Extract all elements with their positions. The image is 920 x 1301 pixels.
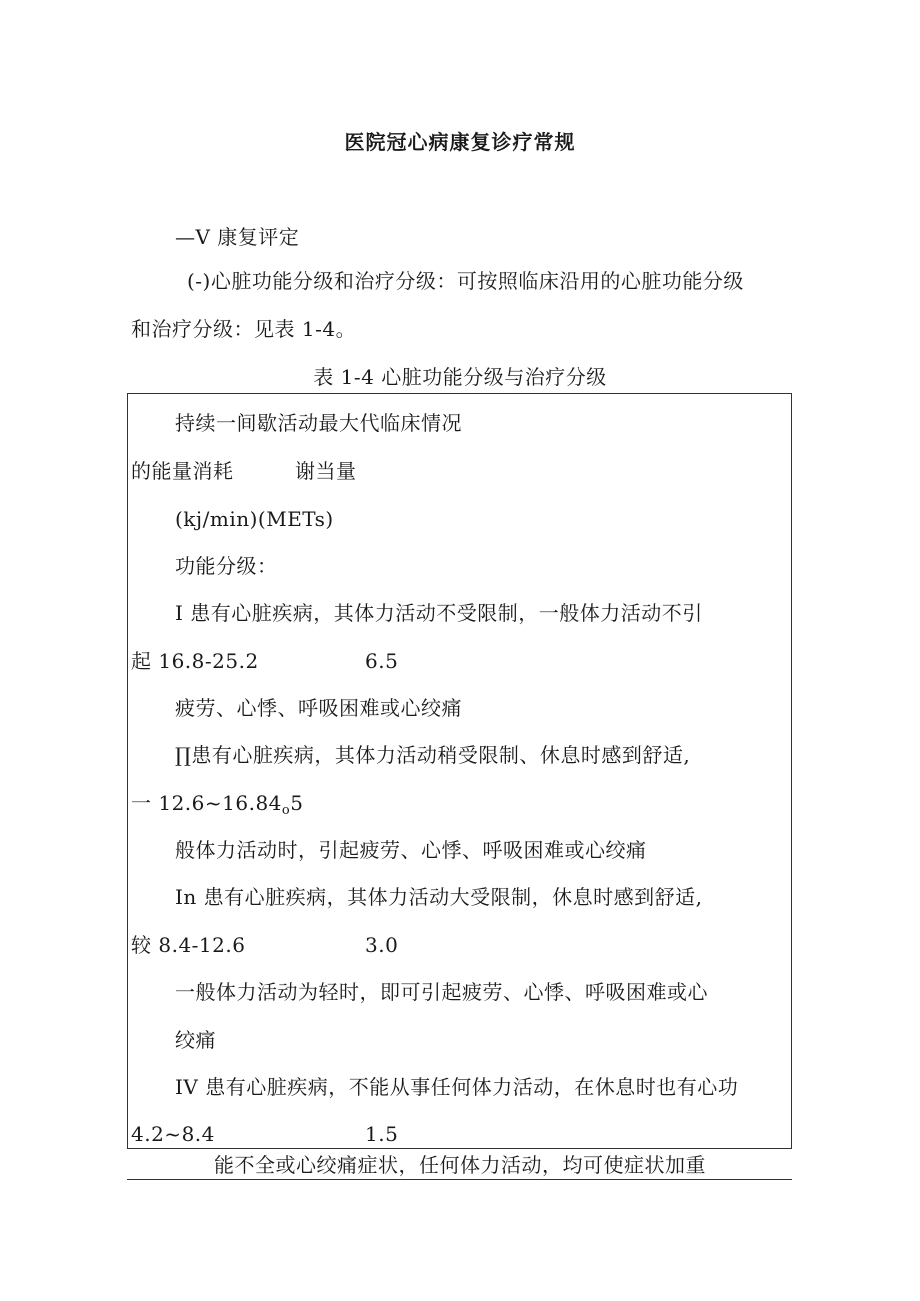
document-title: 医院冠心病康复诊疗常规 [344, 130, 576, 154]
class-3-desc-line-3: 绞痛 [175, 1028, 216, 1052]
class-2-mets: 5 [290, 791, 304, 815]
paragraph-line-1: (-)心脏功能分级和治疗分级：可按照临床沿用的心脏功能分级 [187, 269, 744, 293]
function-class-label: 功能分级： [175, 554, 278, 578]
class-1-energy: 起 16.8-25.2 [131, 649, 259, 673]
class-4-energy: 4.2~8.4 [131, 1122, 215, 1146]
class-3-energy: 较 8.4-12.6 [131, 933, 246, 957]
class-2-energy-row [131, 790, 303, 824]
class-4-desc-line-2: 能不全或心绞痛症状，任何体力活动，均可使症状加重 [214, 1153, 706, 1177]
class-3-mets: 3.0 [365, 933, 399, 957]
paragraph-line-2: 和治疗分级：见表 1-4。 [131, 317, 357, 341]
table-header-units: (kj/min)(METs) [175, 507, 334, 531]
class-2-subscript: o [281, 803, 291, 818]
class-2-desc-line-2: 般体力活动时，引起疲劳、心悸、呼吸困难或心绞痛 [175, 838, 647, 862]
table-header-mets: 谢当量 [295, 459, 357, 483]
table-bottom-rule [127, 1179, 792, 1180]
class-1-desc-line-2: 疲劳、心悸、呼吸困难或心绞痛 [175, 696, 462, 720]
class-1-desc-line-1: I 患有心脏疾病，其体力活动不受限制，一般体力活动不引 [175, 601, 703, 625]
class-4-desc-line-1: IV 患有心脏疾病，不能从事任何体力活动，在休息时也有心功 [175, 1075, 739, 1099]
table-header-energy: 的能量消耗 [131, 459, 234, 483]
class-2-desc-line-1: ∏患有心脏疾病，其体力活动稍受限制、休息时感到舒适, [175, 743, 691, 767]
class-1-mets: 6.5 [365, 649, 399, 673]
class-2-energy: 一 12.6~16.84 [131, 791, 282, 815]
table-header-line-1: 持续一间歇活动最大代临床情况 [175, 411, 462, 435]
section-heading: —V 康复评定 [175, 225, 300, 249]
class-3-desc-line-1: In 患有心脏疾病，其体力活动大受限制，休息时感到舒适, [175, 885, 703, 909]
table-caption: 表 1-4 心脏功能分级与治疗分级 [313, 365, 607, 389]
class-4-mets: 1.5 [365, 1122, 399, 1146]
class-3-desc-line-2: 一般体力活动为轻时，即可引起疲劳、心悸、呼吸困难或心 [175, 980, 708, 1004]
